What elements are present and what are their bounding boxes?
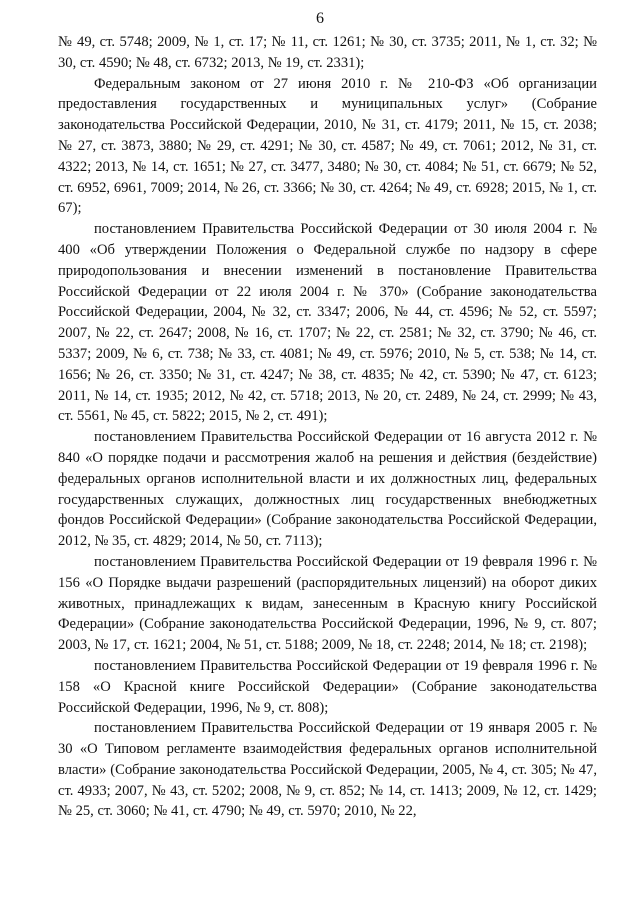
document-body [58, 32, 597, 822]
paragraph-decree-158: постановлением Правительства Российской Федерации от 19 февраля 1996 г. № 158 «О Красной книге Российской Федерации» (Собрание законодательства Российской Федерации, 1996, № 9, ст. 808); [58, 657, 597, 716]
paragraph-decree-400: постановлением Правительства Российской Федерации от 30 июля 2004 г. № 400 «Об утверждении Положения о Федеральной службе по надзору в сфере природопользования и внесении изменений в постановление Правительства Российской Федерации от 22 июля 2004 г. № 370» (Собрание законодательства Российской Федерации, 2004, № 32, ст. 3347; 2006, № 44, ст. 4596; № 52, ст. 5597; 2007, № 22, ст. 2647; 2008, № 16, ст. 1707; № 22, ст. 2581; № 32, ст. 3790; № 46, ст. 5337; 2009, № 6, ст. 738; № 33, ст. 4081; № 49, ст. 5976; 2010, № 5, ст. 538; № 14, ст. 1656; № 26, ст. 3350; № 31, ст. 4247; № 38, ст. 4835; № 42, ст. 5390; № 47, ст. 6123; 2011, № 14, ст. 1935; 2012, № 42, ст. 5718; 2013, № 20, ст. 2489, № 24, ст. 2999; № 43, ст. 5561, № 45, ст. 5822; 2015, № 2, ст. 491); [58, 221, 597, 425]
paragraph-federal-law-210: Федеральным законом от 27 июня 2010 г. № 210-ФЗ «Об организации предоставления государственных и муниципальных услуг» (Собрание законодательства Российской Федерации, 2010, № 31, ст. 4179; 2011, № 15, ст. 2038; № 27, ст. 3873, 3880; № 29, ст. 4291; № 30, ст. 4587; № 49, ст. 7061; 2012, № 31, ст. 4322; 2013, № 14, ст. 1651; № 27, ст. 3477, 3480; № 30, ст. 4084; № 51, ст. 6679; № 52, ст. 6952, 6961, 7009; 2014, № 26, ст. 3366; № 30, ст. 4264; № 49, ст. 6928; 2015, № 1, ст. 67); [58, 75, 597, 217]
paragraph-decree-30: постановлением Правительства Российской Федерации от 19 января 2005 г. № 30 «О Типовом регламенте взаимодействия федеральных органов исполнительной власти» (Собрание законодательства Российской Федерации, 2005, № 4, ст. 305; № 47, ст. 4933; 2007, № 43, ст. 5202; 2008, № 9, ст. 852; № 14, ст. 1413; 2009, № 12, ст. 1429; № 25, ст. 3060; № 41, ст. 4790; № 49, ст. 5970; 2010, № 22, [58, 720, 597, 820]
paragraph-decree-840: постановлением Правительства Российской Федерации от 16 августа 2012 г. № 840 «О порядке подачи и рассмотрения жалоб на решения и действия (бездействие) федеральных органов исполнительной власти и их должностных лиц, федеральных государственных служащих, должностных лиц государственных внебюджетных фондов Российской Федерации» (Собрание законодательства Российской Федерации, 2012, № 35, ст. 4829; 2014, № 50, ст. 7113); [58, 429, 597, 550]
paragraph-decree-156: постановлением Правительства Российской Федерации от 19 февраля 1996 г. № 156 «О Порядке выдачи разрешений (распорядительных лицензий) на оборот диких животных, принадлежащих к видам, занесенным в Красную книгу Российской Федерации» (Собрание законодательства Российской Федерации, 1996, № 9, ст. 807; 2003, № 17, ст. 1621; 2004, № 51, ст. 5188; 2009, № 18, ст. 2248; 2014, № 18; ст. 2198); [58, 553, 597, 654]
page-number: 6 [316, 10, 324, 27]
paragraph-continuation: № 49, ст. 5748; 2009, № 1, ст. 17; № 11, ст. 1261; № 30, ст. 3735; 2011, № 1, ст. 32; № 30, ст. 4590; № 48, ст. 6732; 2013, № 19, ст. 2331); [58, 34, 597, 71]
